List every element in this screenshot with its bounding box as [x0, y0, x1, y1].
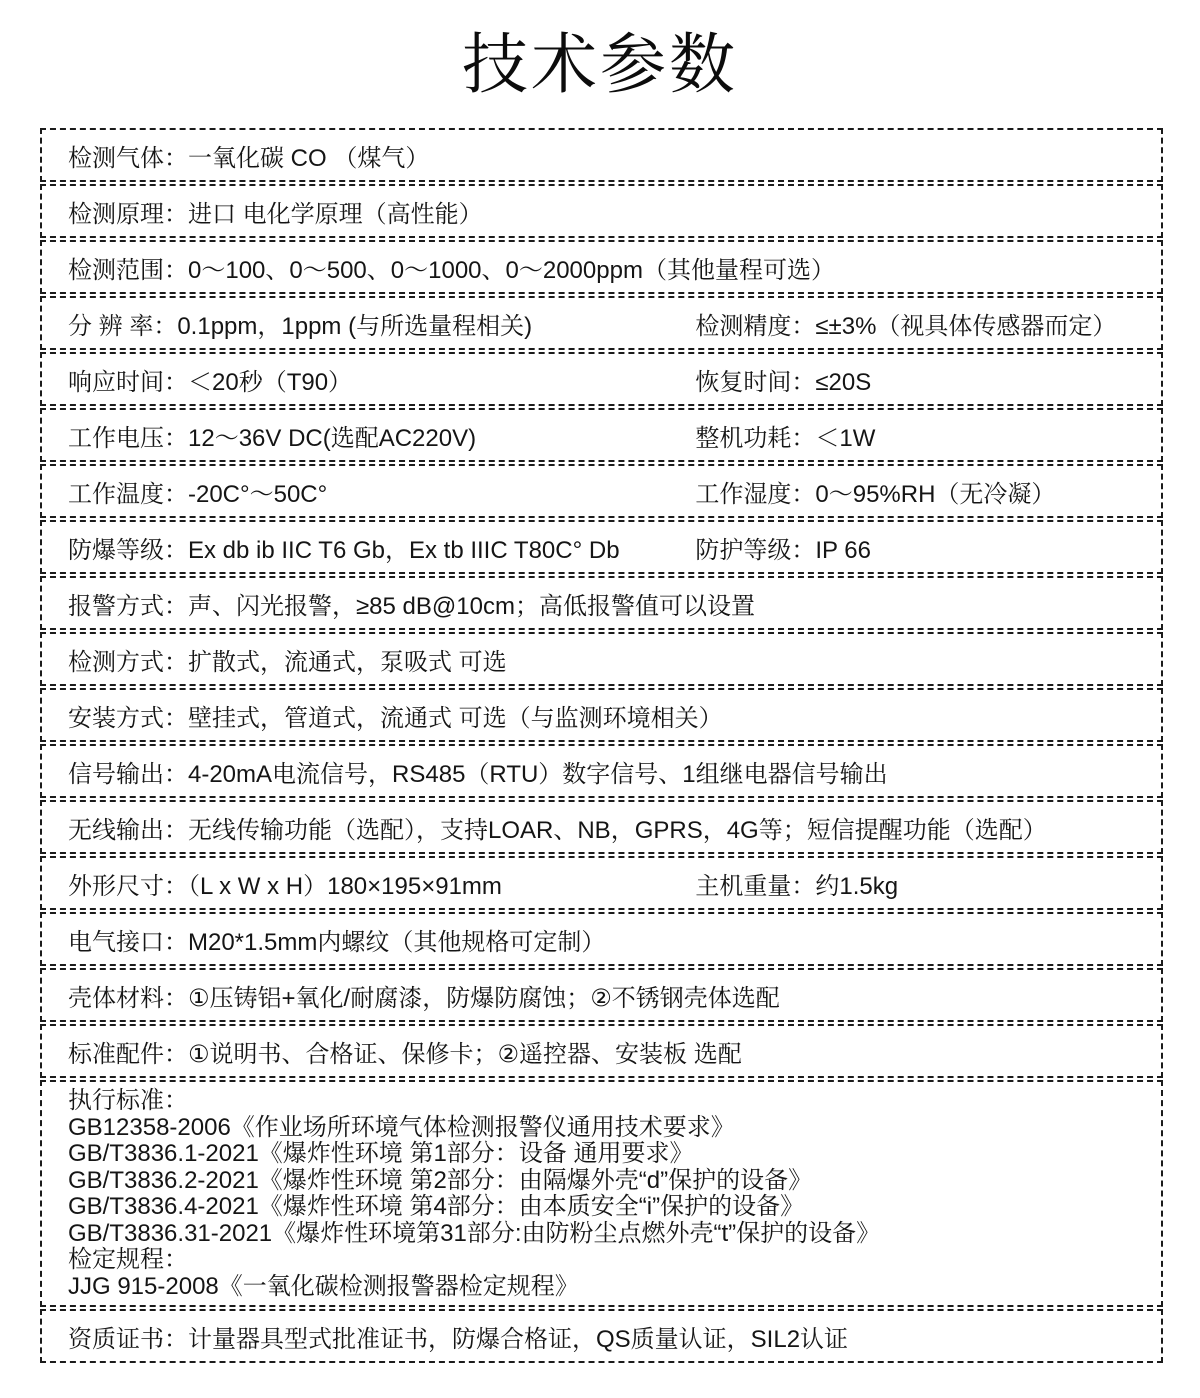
- spec-text-left: 工作电压：12～36V DC(选配AC220V): [68, 424, 477, 452]
- spec-text-right: 防护等级：IP 66: [695, 536, 871, 564]
- spec-row: [40, 1309, 1163, 1363]
- spec-text-line: JJG 915-2008《一氧化碳检测报警器检定规程》: [68, 1272, 579, 1300]
- spec-text-left: 分 辨 率：0.1ppm，1ppm (与所选量程相关): [68, 312, 533, 340]
- spec-text: 检测原理：进口 电化学原理（高性能）: [68, 200, 483, 228]
- spec-text-line: GB/T3836.4-2021《爆炸性环境 第4部分：由本质安全“i”保护的设备》: [68, 1193, 805, 1220]
- spec-text-right: 整机功耗：＜1W: [695, 424, 876, 452]
- spec-text-left: 工作温度：-20C°～50C°: [68, 480, 328, 508]
- spec-row: [40, 968, 1163, 1022]
- spec-text-line: GB/T3836.2-2021《爆炸性环境 第2部分：由隔爆外壳“d”保护的设备》: [68, 1166, 813, 1194]
- spec-row: [40, 688, 1163, 742]
- spec-row: [40, 352, 1163, 406]
- spec-row: [40, 408, 1163, 462]
- spec-text: 无线输出：无线传输功能（选配），支持LOAR、NB，GPRS，4G等；短信提醒功能（选配）: [68, 816, 1047, 844]
- spec-text-line: GB/T3836.31-2021《爆炸性环境第31部分:由防粉尘点燃外壳“t”保护的设备》: [68, 1219, 881, 1247]
- spec-text-line: GB12358-2006《作业场所环境气体检测报警仪通用技术要求》: [68, 1113, 735, 1141]
- spec-text-left: 防爆等级：Ex db ib IIC T6 Gb，Ex tb IIIC T80C° Db: [68, 536, 620, 564]
- spec-text: 壳体材料：①压铸铝+氧化/耐腐漆，防爆防腐蚀；②不锈钢壳体选配: [68, 984, 780, 1012]
- spec-text: 报警方式：声、闪光报警，≥85 dB@10cm；高低报警值可以设置: [68, 592, 755, 620]
- spec-row: [40, 184, 1163, 238]
- spec-text: 检测方式：扩散式，流通式，泵吸式 可选: [68, 648, 507, 676]
- spec-text-line: 执行标准：: [68, 1087, 188, 1114]
- spec-row: [40, 856, 1163, 910]
- spec-text: 资质证书：计量器具型式批准证书，防爆合格证，QS质量认证，SIL2认证: [68, 1325, 849, 1353]
- spec-table: [40, 128, 1163, 1363]
- spec-row: [40, 1080, 1163, 1307]
- page-title: 技术参数: [462, 27, 738, 101]
- spec-row: [40, 632, 1163, 686]
- spec-text-line: GB/T3836.1-2021《爆炸性环境 第1部分：设备 通用要求》: [68, 1140, 694, 1167]
- spec-text-right: 恢复时间：≤20S: [695, 368, 872, 396]
- spec-text-left: 外形尺寸：（L x W x H）180×195×91mm: [68, 872, 502, 900]
- spec-row: [40, 912, 1163, 966]
- spec-text-right: 工作湿度：0～95%RH（无冷凝）: [695, 480, 1056, 508]
- spec-text-line: 检定规程：: [68, 1246, 188, 1273]
- spec-text: 信号输出：4-20mA电流信号，RS485（RTU）数字信号、1组继电器信号输出: [68, 760, 888, 788]
- spec-row: [40, 520, 1163, 574]
- spec-row: [40, 464, 1163, 518]
- spec-text: 电气接口：M20*1.5mm内螺纹（其他规格可定制）: [68, 928, 606, 956]
- spec-row: [40, 744, 1163, 798]
- spec-text: 安装方式：壁挂式，管道式，流通式 可选（与监测环境相关）: [68, 704, 723, 732]
- spec-row: [40, 1024, 1163, 1078]
- spec-row: [40, 800, 1163, 854]
- spec-text: 检测范围：0～100、0～500、0～1000、0～2000ppm（其他量程可选）: [68, 256, 835, 284]
- spec-text-left: 响应时间：＜20秒（T90）: [68, 368, 353, 396]
- spec-row: [40, 128, 1163, 182]
- spec-row: [40, 240, 1163, 294]
- spec-text: 标准配件：①说明书、合格证、保修卡；②遥控器、安装板 选配: [68, 1040, 742, 1068]
- spec-row: [40, 296, 1163, 350]
- spec-text: 检测气体：一氧化碳 CO （煤气）: [68, 144, 430, 172]
- spec-text-right: 主机重量：约1.5kg: [695, 872, 899, 900]
- spec-row: [40, 576, 1163, 630]
- spec-text-right: 检测精度：≤±3%（视具体传感器而定）: [695, 312, 1117, 340]
